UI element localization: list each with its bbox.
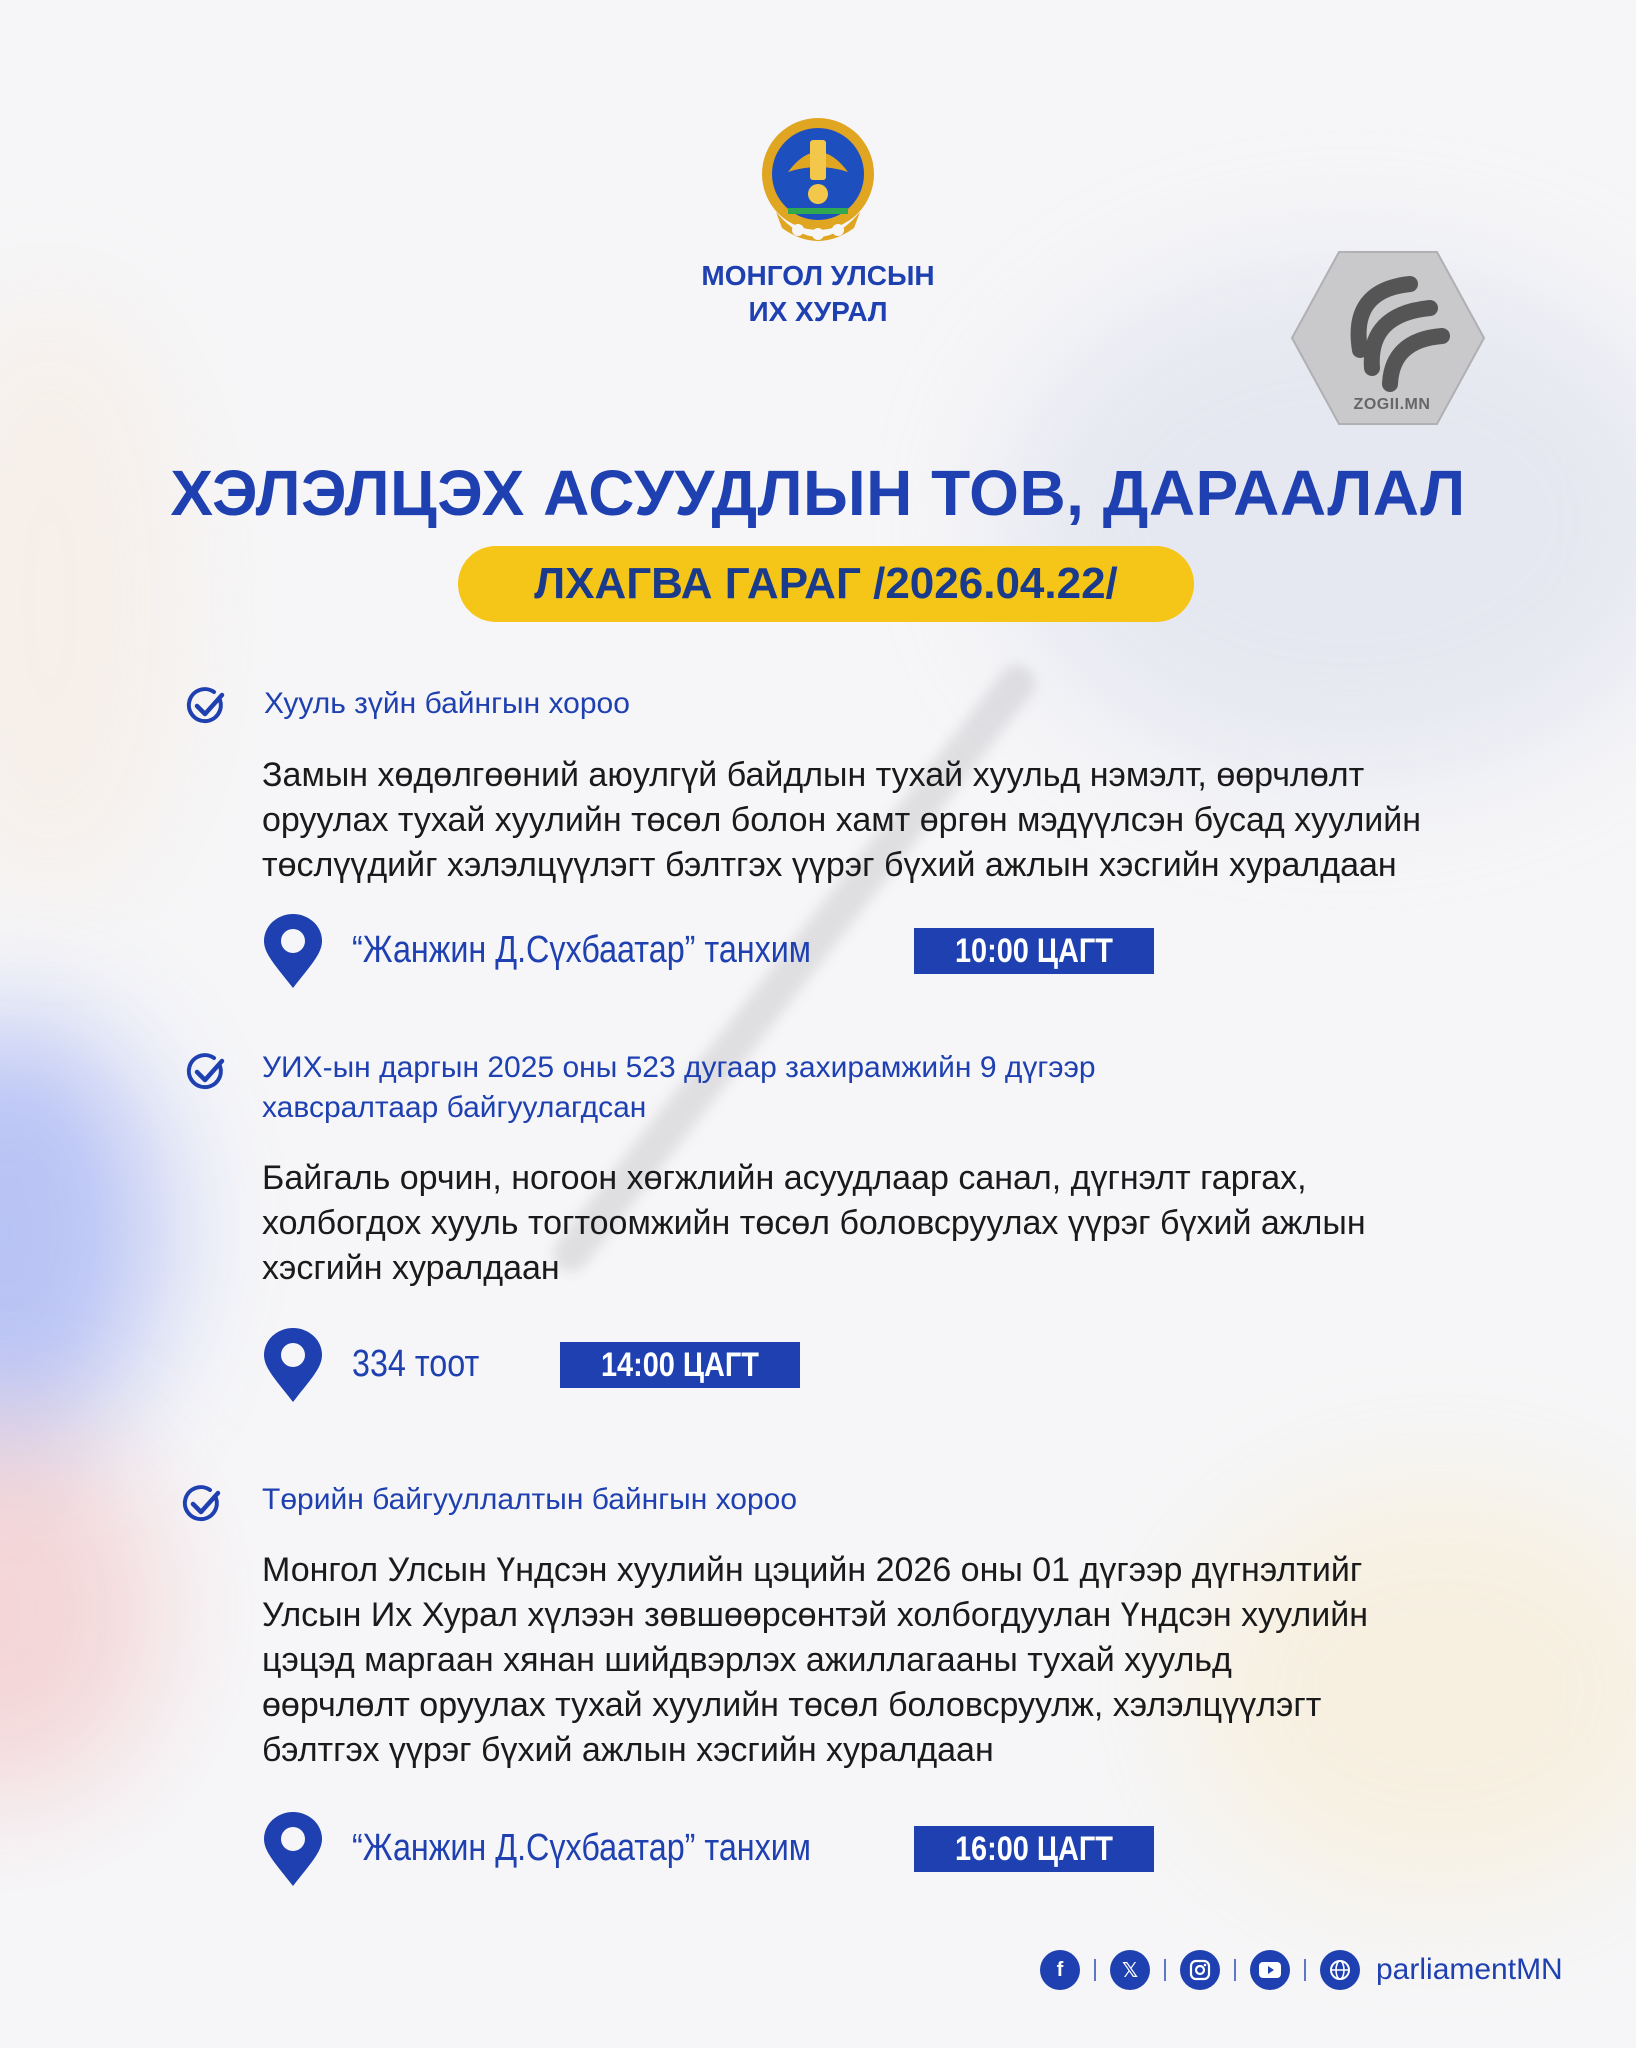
item-1-description: Замын хөдөлгөөний аюулгүй байдлын тухай хуульд нэмэлт, өөрчлөлт оруулах тухай хуулийн төсөл болон хамт өргөн мэдүүлсэн бусад хуулийн төслүүдийг хэлэлцүүлэгт бэлтгэх үүрэг бүхий ажлын хэсгийн хуралдаан — [262, 756, 1422, 884]
item-2-heading: УИХ-ын даргын 2025 оны 523 дугаар захирамжийн 9 дүгээр хавсралтаар байгуулагдсан — [262, 1051, 1096, 1124]
item-3-time: 16:00 ЦАГТ — [914, 1826, 1154, 1872]
x-icon[interactable]: 𝕏 — [1110, 1950, 1150, 1990]
item-2-location: 334 тоот — [352, 1343, 480, 1385]
org-line-2: ИХ ХУРАЛ — [748, 296, 888, 327]
social-links — [1040, 1948, 1563, 1992]
social-handle[interactable]: parliamentMN — [1376, 1953, 1563, 1986]
watermark-text: ZOGII.MN — [1353, 396, 1431, 413]
location-pin-icon — [262, 1812, 324, 1888]
instagram-icon[interactable] — [1180, 1950, 1220, 1990]
organization-name — [618, 258, 1018, 330]
location-pin-icon — [262, 914, 324, 990]
item-3-location: “Жанжин Д.Сүхбаатар” танхим — [352, 1827, 812, 1869]
page-title: ХЭЛЭЛЦЭХ АСУУДЛЫН ТОВ, ДАРААЛАЛ — [170, 457, 1466, 529]
date-label: ЛХАГВА ГАРАГ /2026.04.22/ — [534, 559, 1118, 608]
check-icon — [186, 686, 226, 726]
check-icon — [186, 1052, 226, 1092]
item-1-location: “Жанжин Д.Сүхбаатар” танхим — [352, 929, 812, 971]
facebook-icon[interactable]: f — [1040, 1950, 1080, 1990]
globe-icon[interactable] — [1320, 1950, 1360, 1990]
item-3-description: Монгол Улсын Үндсэн хуулийн цэцийн 2026 оны 01 дүгээр дүгнэлтийг Улсын Их Хурал хүлээн зөвшөөрсөнтэй холбогдуулан Үндсэн хуулийн цэцэд маргаан хянан шийдвэрлэх ажиллагааны тухай хуульд өөрчлөлт оруулах тухай хуулийн төсөл боловсруулж, хэлэлцүүлэгт бэлтгэх үүрэг бүхий ажлын хэсгийн хуралдаан — [262, 1551, 1368, 1769]
item-2-description: Байгаль орчин, ногоон хөгжлийн асуудлаар санал, дүгнэлт гаргах, холбогдох хууль тогтоомжийн төсөл боловсруулах үүрэг бүхий ажлын хэсгийн хуралдаан — [262, 1159, 1366, 1287]
date-badge — [458, 546, 1194, 622]
item-2-time: 14:00 ЦАГТ — [560, 1342, 800, 1388]
state-emblem-icon — [758, 112, 878, 252]
youtube-icon[interactable] — [1250, 1950, 1290, 1990]
location-pin-icon — [262, 1328, 324, 1404]
org-line-1: МОНГОЛ УЛСЫН — [701, 260, 935, 291]
check-icon — [182, 1484, 222, 1524]
item-1-heading: Хууль зүйн байнгын хороо — [264, 687, 630, 720]
item-1-time: 10:00 ЦАГТ — [914, 928, 1154, 974]
item-3-heading: Төрийн байгууллалтын байнгын хороо — [262, 1483, 798, 1516]
